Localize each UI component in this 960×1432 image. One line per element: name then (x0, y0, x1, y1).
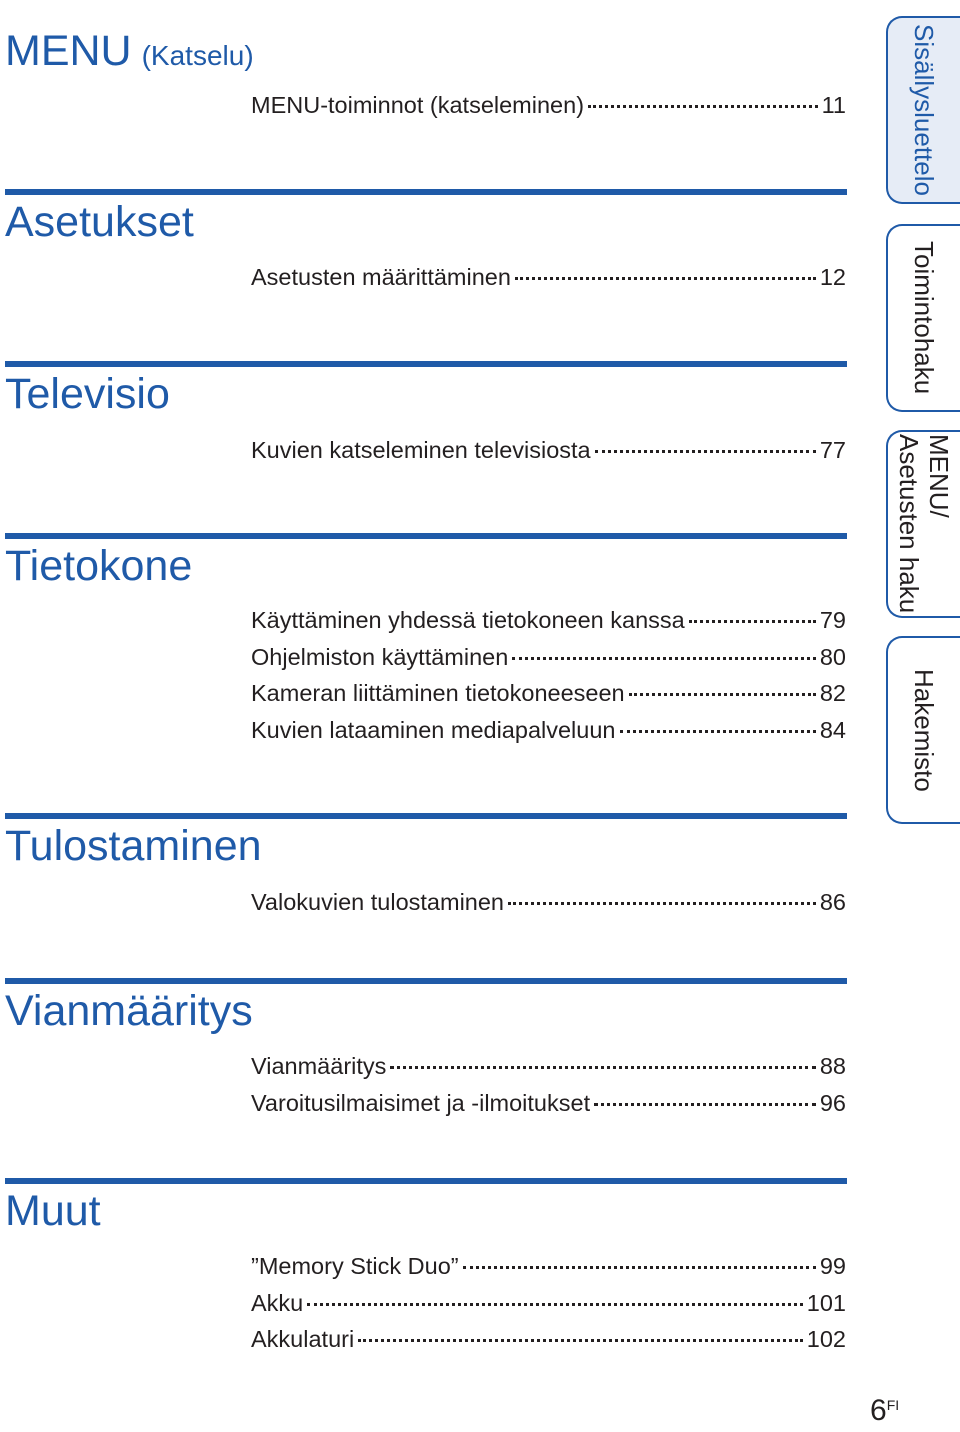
page-language-code: FI (886, 1397, 900, 1413)
toc-entry-page: 101 (806, 1290, 846, 1316)
toc-entry-page: 12 (819, 264, 846, 290)
section-title-asetukset: Asetukset (5, 198, 194, 246)
section-divider (5, 533, 847, 539)
section-title-muut: Muut (5, 1187, 101, 1235)
section-divider (5, 978, 847, 984)
tab-index[interactable] (886, 636, 960, 824)
section-divider (5, 361, 847, 367)
toc-entry-printing[interactable] (251, 886, 846, 918)
section-title-vianmaaritys: Vianmääritys (5, 987, 253, 1035)
toc-entry-label: Kuvien katseleminen televisiosta (251, 437, 591, 463)
toc-entry-page: 11 (821, 92, 846, 118)
dot-leader (689, 620, 816, 623)
toc-entry-label: ”Memory Stick Duo” (251, 1253, 459, 1279)
toc-entry-battery[interactable] (251, 1287, 846, 1319)
toc-entry-memory-stick[interactable] (251, 1250, 846, 1282)
section-title-tulostaminen: Tulostaminen (5, 822, 262, 870)
section-title-tietokone: Tietokone (5, 542, 193, 590)
toc-entry-software[interactable] (251, 641, 846, 673)
page-number-value: 6 (870, 1394, 887, 1427)
tab-label: MENU/ Asetusten haku (894, 434, 954, 614)
toc-entry-label: MENU-toiminnot (katseleminen) (251, 92, 585, 118)
section-subtitle: (Katselu) (141, 40, 254, 71)
toc-entry-page: 79 (819, 607, 846, 633)
toc-entry-label: Asetusten määrittäminen (251, 264, 511, 290)
toc-entry-label: Valokuvien tulostaminen (251, 889, 504, 915)
section-divider (5, 1178, 847, 1184)
tab-contents[interactable] (886, 16, 960, 204)
toc-entry-page: 84 (819, 717, 846, 743)
toc-entry-page: 86 (819, 889, 846, 915)
dot-leader (390, 1066, 815, 1069)
toc-entry-label: Akku (251, 1290, 304, 1316)
toc-entry-settings[interactable] (251, 261, 846, 293)
dot-leader (508, 902, 816, 905)
page-number (870, 1396, 899, 1426)
toc-entry-menu-functions[interactable] (251, 89, 846, 121)
tab-menu-settings-search[interactable] (886, 430, 960, 618)
dot-leader (588, 105, 818, 108)
toc-entry-computer-use[interactable] (251, 604, 846, 636)
section-divider (5, 813, 847, 819)
dot-leader (629, 693, 816, 696)
toc-entry-page: 88 (819, 1053, 846, 1079)
toc-entry-connect-camera[interactable] (251, 677, 846, 709)
toc-entry-page: 80 (819, 644, 846, 670)
dot-leader (620, 730, 816, 733)
toc-entry-page: 96 (819, 1090, 846, 1116)
toc-entry-label: Ohjelmiston käyttäminen (251, 644, 509, 670)
dot-leader (307, 1303, 803, 1306)
dot-leader (358, 1339, 803, 1342)
toc-entry-page: 99 (819, 1253, 846, 1279)
tab-label: Toimintohaku (909, 241, 939, 395)
tab-label: Hakemisto (909, 668, 939, 792)
dot-leader (595, 450, 816, 453)
toc-entry-label: Käyttäminen yhdessä tietokoneen kanssa (251, 607, 685, 633)
tab-function-search[interactable] (886, 224, 960, 412)
toc-entry-label: Vianmääritys (251, 1053, 387, 1079)
toc-entry-troubleshooting[interactable] (251, 1050, 846, 1082)
dot-leader (463, 1266, 816, 1269)
toc-entry-label: Varoitusilmaisimet ja -ilmoitukset (251, 1090, 591, 1116)
toc-entry-warnings[interactable] (251, 1087, 846, 1119)
toc-entry-page: 77 (819, 437, 846, 463)
toc-entry-label: Akkulaturi (251, 1326, 355, 1352)
toc-entry-tv[interactable] (251, 434, 846, 466)
toc-entry-page: 82 (819, 680, 846, 706)
dot-leader (594, 1103, 816, 1106)
dot-leader (515, 277, 816, 280)
toc-entry-upload[interactable] (251, 714, 846, 746)
toc-entry-label: Kuvien lataaminen mediapalveluun (251, 717, 616, 743)
section-title-menu (5, 27, 254, 75)
section-title-televisio: Televisio (5, 370, 170, 418)
section-divider (5, 189, 847, 195)
dot-leader (512, 657, 816, 660)
toc-entry-page: 102 (806, 1326, 846, 1352)
toc-entry-label: Kameran liittäminen tietokoneeseen (251, 680, 625, 706)
tab-label: Sisällysluettelo (909, 24, 939, 196)
toc-entry-charger[interactable] (251, 1323, 846, 1355)
section-title-text: MENU (5, 27, 132, 75)
